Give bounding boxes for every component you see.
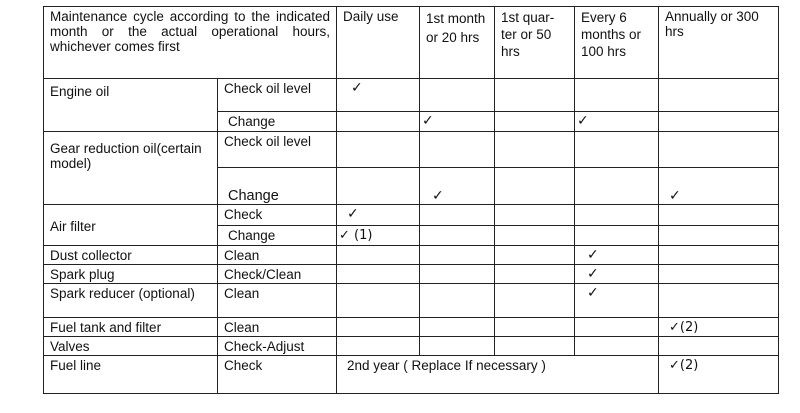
action-clean: Clean: [218, 318, 337, 337]
table-row: [44, 318, 779, 337]
item-dust-collector: Dust collector: [44, 246, 218, 265]
check-mark: ✓: [575, 246, 659, 265]
check-mark: ✓: [420, 168, 495, 205]
col-first-quarter: 1st quar-ter or 50 hrs: [495, 7, 575, 79]
action-check-clean: Check/Clean: [218, 265, 337, 284]
table-row: [44, 337, 779, 356]
check-mark-note-2: ✓(2): [659, 356, 779, 394]
action-change: Change: [218, 112, 337, 132]
item-air-filter: Air filter: [44, 205, 218, 246]
item-gear-reduction-oil: Gear reduction oil(certain model): [44, 132, 218, 205]
col-first-month: 1st month or 20 hrs: [420, 7, 495, 79]
action-change: Change: [218, 226, 337, 246]
action-check: Check: [218, 205, 337, 226]
action-clean: Clean: [218, 284, 337, 318]
item-fuel-line: Fuel line: [44, 356, 218, 394]
table-row: [44, 79, 779, 112]
table-row: [44, 265, 779, 284]
check-mark: ✓: [659, 168, 779, 205]
action-check-adjust: Check-Adjust: [218, 337, 337, 356]
item-spark-reducer: Spark reducer (optional): [44, 284, 218, 318]
item-fuel-tank-filter: Fuel tank and filter: [44, 318, 218, 337]
action-change: Change: [218, 168, 337, 205]
item-engine-oil: Engine oil: [44, 79, 218, 132]
table-row: [44, 356, 779, 394]
check-mark: ✓: [420, 112, 495, 132]
item-spark-plug: Spark plug: [44, 265, 218, 284]
check-mark-note-1: ✓ (1): [337, 226, 420, 246]
fuel-line-note: 2nd year ( Replace If necessary ): [337, 356, 659, 394]
table-row: [44, 284, 779, 318]
check-mark: ✓: [575, 112, 659, 132]
col-annually: Annually or 300 hrs: [659, 7, 779, 79]
check-mark-note-2: ✓(2): [659, 318, 779, 337]
action-check: Check: [218, 356, 337, 394]
check-mark: ✓: [337, 205, 420, 226]
table-header-row: [44, 7, 779, 79]
table-row: [44, 205, 779, 226]
maintenance-table: [43, 6, 779, 394]
action-clean: Clean: [218, 246, 337, 265]
item-valves: Valves: [44, 337, 218, 356]
check-mark: ✓: [575, 284, 659, 318]
check-mark: ✓: [337, 79, 420, 112]
table-row: [44, 246, 779, 265]
col-daily-use: Daily use: [337, 7, 420, 79]
maintenance-schedule: [43, 6, 779, 394]
cycle-description: Maintenance cycle according to the indicated month or the actual operational hours, whichever comes first: [44, 7, 337, 79]
table-row: [44, 132, 779, 168]
col-every-6-months: Every 6 months or 100 hrs: [575, 7, 659, 79]
check-mark: ✓: [575, 265, 659, 284]
action-check-oil-level: Check oil level: [218, 132, 337, 168]
action-check-oil-level: Check oil level: [218, 79, 337, 112]
